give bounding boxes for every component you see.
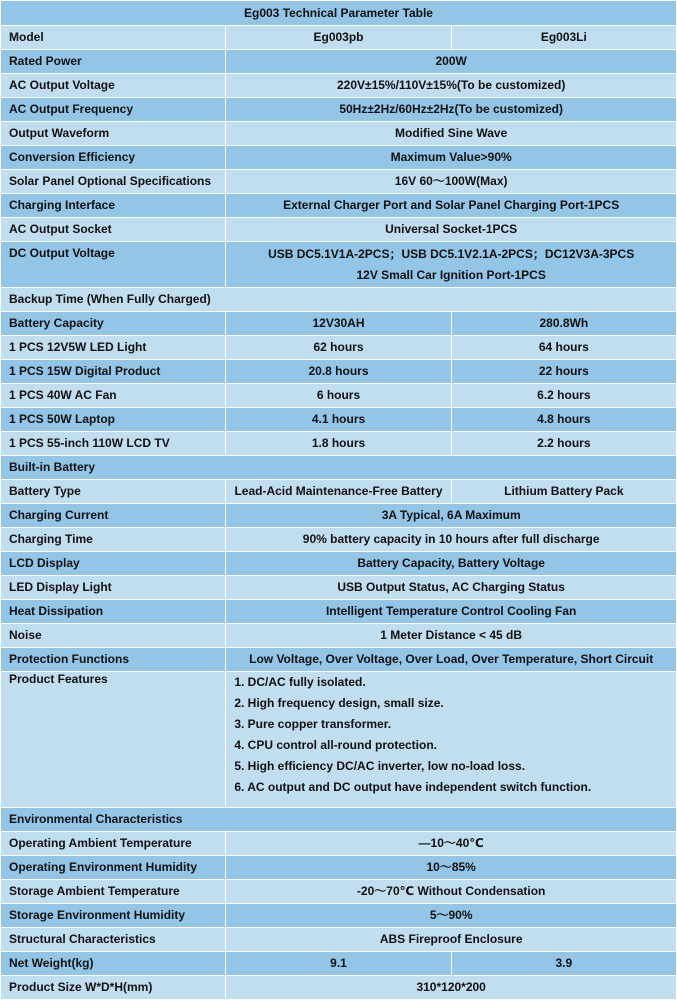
table-row xyxy=(1,880,677,904)
row-value: 1 Meter Distance < 45 dB xyxy=(226,624,677,648)
row-label: AC Output Socket xyxy=(1,218,226,242)
table-row xyxy=(1,242,677,288)
feature-item: 6. AC output and DC output have independent switch function. xyxy=(234,780,592,794)
row-value: Lithium Battery Pack xyxy=(451,480,676,504)
row-value: 6.2 hours xyxy=(451,384,676,408)
row-label: 1 PCS 15W Digital Product xyxy=(1,360,226,384)
table-row xyxy=(1,432,677,456)
row-value: External Charger Port and Solar Panel Charging Port-1PCS xyxy=(226,194,677,218)
section-header-row xyxy=(1,456,677,480)
row-value: 2.2 hours xyxy=(451,432,676,456)
table-row xyxy=(1,360,677,384)
row-value: 1.8 hours xyxy=(226,432,451,456)
row-label: 1 PCS 40W AC Fan xyxy=(1,384,226,408)
row-value: -20～70℃ Without Condensation xyxy=(226,880,677,904)
table-row xyxy=(1,832,677,856)
row-label: Battery Type xyxy=(1,480,226,504)
row-label: Conversion Efficiency xyxy=(1,146,226,170)
row-value: 4.8 hours xyxy=(451,408,676,432)
table-row xyxy=(1,194,677,218)
table-row xyxy=(1,904,677,928)
row-label: Storage Environment Humidity xyxy=(1,904,226,928)
row-label: Protection Functions xyxy=(1,648,226,672)
row-value: Eg003Li xyxy=(451,26,676,50)
row-value: Battery Capacity, Battery Voltage xyxy=(226,552,677,576)
row-label: AC Output Frequency xyxy=(1,98,226,122)
row-value: 64 hours xyxy=(451,336,676,360)
row-value: USB Output Status, AC Charging Status xyxy=(226,576,677,600)
section-header: Built-in Battery xyxy=(1,456,677,480)
table-row xyxy=(1,408,677,432)
row-value: Modified Sine Wave xyxy=(226,122,677,146)
row-value: Lead-Acid Maintenance-Free Battery xyxy=(226,480,451,504)
row-label: LCD Display xyxy=(1,552,226,576)
row-value: 280.8Wh xyxy=(451,312,676,336)
row-label: Noise xyxy=(1,624,226,648)
row-label: Net Weight(kg) xyxy=(1,952,226,976)
row-label: Charging Time xyxy=(1,528,226,552)
table-row xyxy=(1,50,677,74)
table-row xyxy=(1,976,677,1000)
table-row xyxy=(1,384,677,408)
row-value: 4.1 hours xyxy=(226,408,451,432)
row-label: Heat Dissipation xyxy=(1,600,226,624)
table-row xyxy=(1,528,677,552)
table-row xyxy=(1,480,677,504)
table-row xyxy=(1,648,677,672)
row-value: Eg003pb xyxy=(226,26,451,50)
row-value: 3.9 xyxy=(451,952,676,976)
table-title: Eg003 Technical Parameter Table xyxy=(1,1,677,26)
row-label: Model xyxy=(1,26,226,50)
section-header: Backup Time (When Fully Charged) xyxy=(1,288,677,312)
row-value xyxy=(226,242,677,288)
section-header-row xyxy=(1,288,677,312)
row-value: 6 hours xyxy=(226,384,451,408)
table-row xyxy=(1,576,677,600)
row-value: 90% battery capacity in 10 hours after full discharge xyxy=(226,528,677,552)
feature-item: 5. High efficiency DC/AC inverter, low no-load loss. xyxy=(234,759,526,773)
table-row xyxy=(1,856,677,880)
row-label: 1 PCS 55-inch 110W LCD TV xyxy=(1,432,226,456)
row-value: 310*120*200 xyxy=(226,976,677,1000)
table-row xyxy=(1,146,677,170)
features-list xyxy=(234,672,668,801)
row-value: 5～90% xyxy=(226,904,677,928)
row-label: Rated Power xyxy=(1,50,226,74)
table-row xyxy=(1,312,677,336)
feature-item: 3. Pure copper transformer. xyxy=(234,717,392,731)
row-label: Output Waveform xyxy=(1,122,226,146)
row-label: 1 PCS 50W Laptop xyxy=(1,408,226,432)
row-label: Solar Panel Optional Specifications xyxy=(1,170,226,194)
row-value: —10～40℃ xyxy=(226,832,677,856)
section-header: Environmental Characteristics xyxy=(1,808,677,832)
row-value: Maximum Value>90% xyxy=(226,146,677,170)
row-value: 9.1 xyxy=(226,952,451,976)
row-value: 10～85% xyxy=(226,856,677,880)
row-label: Product Features xyxy=(1,672,226,808)
row-value: 3A Typical, 6A Maximum xyxy=(226,504,677,528)
row-value: 62 hours xyxy=(226,336,451,360)
row-value: 12V30AH xyxy=(226,312,451,336)
table-row xyxy=(1,504,677,528)
feature-item: 4. CPU control all-round protection. xyxy=(234,738,437,752)
table-title-row xyxy=(1,1,677,26)
row-label: Charging Interface xyxy=(1,194,226,218)
table-row xyxy=(1,552,677,576)
table-row xyxy=(1,928,677,952)
row-label: AC Output Voltage xyxy=(1,74,226,98)
table-row xyxy=(1,336,677,360)
table-row xyxy=(1,98,677,122)
table-row xyxy=(1,122,677,146)
section-header-row xyxy=(1,808,677,832)
row-value: 200W xyxy=(226,50,677,74)
table-row xyxy=(1,218,677,242)
row-value: ABS Fireproof Enclosure xyxy=(226,928,677,952)
row-label: Storage Ambient Temperature xyxy=(1,880,226,904)
features-cell xyxy=(226,672,677,808)
table-row xyxy=(1,74,677,98)
table-row xyxy=(1,672,677,808)
feature-item: 1. DC/AC fully isolated. xyxy=(234,675,366,689)
row-value: Universal Socket-1PCS xyxy=(226,218,677,242)
row-value-line: 12V Small Car Ignition Port-1PCS xyxy=(356,267,546,282)
table-row xyxy=(1,952,677,976)
row-value: 22 hours xyxy=(451,360,676,384)
row-value: Intelligent Temperature Control Cooling Fan xyxy=(226,600,677,624)
row-label: Battery Capacity xyxy=(1,312,226,336)
table-row xyxy=(1,624,677,648)
row-label: Operating Environment Humidity xyxy=(1,856,226,880)
row-label: DC Output Voltage xyxy=(1,242,226,288)
row-label: 1 PCS 12V5W LED Light xyxy=(1,336,226,360)
feature-item: 2. High frequency design, small size. xyxy=(234,696,444,710)
row-label: Product Size W*D*H(mm) xyxy=(1,976,226,1000)
row-label: LED Display Light xyxy=(1,576,226,600)
row-value: 220V±15%/110V±15%(To be customized) xyxy=(226,74,677,98)
row-value: 50Hz±2Hz/60Hz±2Hz(To be customized) xyxy=(226,98,677,122)
row-value: Low Voltage, Over Voltage, Over Load, Over Temperature, Short Circuit xyxy=(226,648,677,672)
row-label: Charging Current xyxy=(1,504,226,528)
row-label: Operating Ambient Temperature xyxy=(1,832,226,856)
table-row xyxy=(1,26,677,50)
row-value-line: USB DC5.1V1A-2PCS；USB DC5.1V2.1A-2PCS；DC12V3A-3PCS xyxy=(268,246,635,261)
row-label: Structural Characteristics xyxy=(1,928,226,952)
row-value: 20.8 hours xyxy=(226,360,451,384)
table-row xyxy=(1,600,677,624)
row-value: 16V 60～100W(Max) xyxy=(226,170,677,194)
table-row xyxy=(1,170,677,194)
